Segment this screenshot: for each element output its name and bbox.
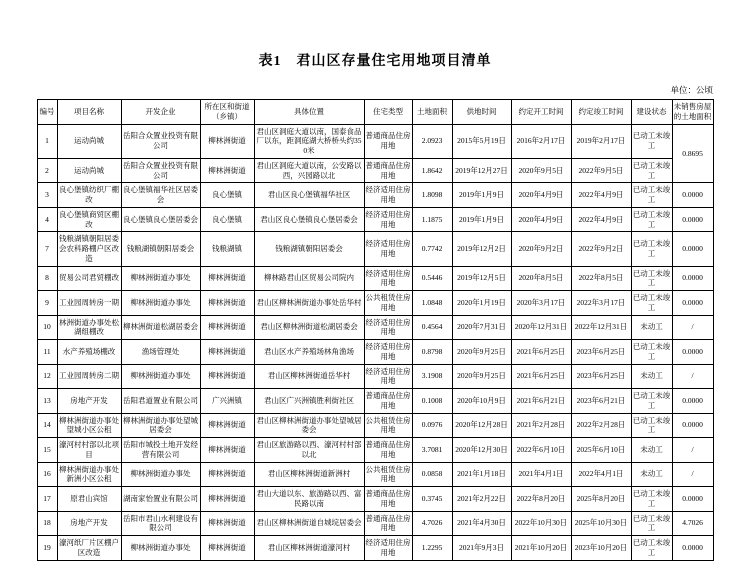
project-name: 良心堡镇纺织厂棚改 (57, 183, 121, 208)
developer: 湖南家怡置业有限公司 (121, 487, 200, 512)
start-date: 2020年8月5日 (511, 266, 571, 291)
unsold-area: 0.0000 (672, 340, 713, 365)
project-name: 房地产开发 (57, 511, 121, 536)
table-row (37, 511, 713, 536)
supply-date: 2020年9月25日 (452, 364, 511, 389)
housing-type: 经济适用住房用地 (364, 183, 412, 208)
finish-date: 2022年3月17日 (571, 291, 631, 316)
housing-type: 公共租赁住房用地 (364, 413, 412, 438)
district-street: 柳林洲街道 (200, 291, 254, 316)
supply-date: 2019年12月27日 (452, 158, 511, 183)
land-area: 0.0858 (412, 462, 452, 487)
finish-date: 2022年9月2日 (571, 232, 631, 266)
supply-date: 2020年12月30日 (452, 438, 511, 463)
housing-type: 普通商品住房用地 (364, 511, 412, 536)
start-date: 2021年10月20日 (511, 536, 571, 561)
housing-type: 经济适用住房用地 (364, 266, 412, 291)
col-header-land-area: 土地面积 (412, 100, 452, 125)
district-street: 柳林洲街道 (200, 536, 254, 561)
developer: 柳林洲街道松湖居委会 (121, 315, 200, 340)
construction-status: 已动工未竣工 (631, 124, 672, 158)
construction-status: 已动工未竣工 (631, 266, 672, 291)
unsold-area: / (672, 462, 713, 487)
location: 君山区柳林洲街道自城垸居委会 (254, 511, 364, 536)
construction-status: 已动工未竣工 (631, 389, 672, 414)
district-street: 良心堡镇 (200, 183, 254, 208)
table-row (37, 315, 713, 340)
table-row (37, 364, 713, 389)
location: 君山区水产养殖场林角渔场 (254, 340, 364, 365)
finish-date: 2022年8月5日 (571, 266, 631, 291)
developer: 柳林洲街道办事处 (121, 266, 200, 291)
project-name: 运动尚城 (57, 158, 121, 183)
start-date: 2020年9月5日 (511, 158, 571, 183)
developer: 岳阳合众置业投资有限公司 (121, 124, 200, 158)
unsold-area: 0.0000 (672, 413, 713, 438)
finish-date: 2025年10月30日 (571, 511, 631, 536)
construction-status: 已动工未竣工 (631, 232, 672, 266)
table-row (37, 438, 713, 463)
developer: 柳林洲街道办事处 (121, 536, 200, 561)
row-number: 10 (37, 315, 57, 340)
developer: 岳阳君道置业有限公司 (121, 389, 200, 414)
land-area: 3.7081 (412, 438, 452, 463)
start-date: 2020年3月17日 (511, 291, 571, 316)
table-row (37, 124, 713, 158)
district-street: 柳林洲街道 (200, 438, 254, 463)
land-area: 0.0976 (412, 413, 452, 438)
construction-status: 未动工 (631, 462, 672, 487)
construction-status: 未动工 (631, 364, 672, 389)
housing-type: 公共租赁住房用地 (364, 291, 412, 316)
land-projects-table (37, 99, 714, 561)
project-name: 运动尚城 (57, 124, 121, 158)
col-header-project-name: 项目名称 (57, 100, 121, 125)
unsold-area: 0.0000 (672, 536, 713, 561)
table-row (37, 536, 713, 561)
housing-type: 经济适用住房用地 (364, 536, 412, 561)
finish-date: 2023年6月25日 (571, 364, 631, 389)
location: 君山大道以东、旅游路以西、富民路以南 (254, 487, 364, 512)
construction-status: 未动工 (631, 315, 672, 340)
supply-date: 2020年1月19日 (452, 291, 511, 316)
start-date: 2021年6月25日 (511, 364, 571, 389)
col-header-unsold-area: 未销售房屋的土地面积 (672, 100, 713, 125)
unsold-area: 0.8695 (672, 124, 713, 183)
col-header-location: 具体位置 (254, 100, 364, 125)
row-number: 9 (37, 291, 57, 316)
housing-type: 普通商品住房用地 (364, 158, 412, 183)
table-row (37, 413, 713, 438)
location: 柳林路君山区贸易公司院内 (254, 266, 364, 291)
supply-date: 2021年2月22日 (452, 487, 511, 512)
developer: 渔场管理处 (121, 340, 200, 365)
start-date: 2022年10月30日 (511, 511, 571, 536)
construction-status: 已动工未竣工 (631, 291, 672, 316)
supply-date: 2019年12月5日 (452, 266, 511, 291)
district-street: 柳林洲街道 (200, 413, 254, 438)
row-number: 7 (37, 232, 57, 266)
col-header-supply-date: 供地时间 (452, 100, 511, 125)
finish-date: 2022年4月9日 (571, 207, 631, 232)
unit-note: 单位：公顷 (670, 85, 713, 95)
row-number: 2 (37, 158, 57, 183)
row-number: 15 (37, 438, 57, 463)
land-area: 4.7026 (412, 511, 452, 536)
project-name: 濠河纸厂片区棚户区改造 (57, 536, 121, 561)
housing-type: 经济适用住房用地 (364, 315, 412, 340)
location: 君山区良心堡镇福华社区 (254, 183, 364, 208)
district-street: 柳林洲街道 (200, 511, 254, 536)
construction-status: 已动工未竣工 (631, 340, 672, 365)
construction-status: 已动工未竣工 (631, 413, 672, 438)
start-date: 2021年6月21日 (511, 389, 571, 414)
land-area: 1.1875 (412, 207, 452, 232)
location: 君山区良心堡镇良心堡居委会 (254, 207, 364, 232)
developer: 良心堡镇福华社区居委会 (121, 183, 200, 208)
housing-type: 普通商品住房用地 (364, 438, 412, 463)
table-row (37, 462, 713, 487)
housing-type: 经济适用住房用地 (364, 364, 412, 389)
location: 君山区柳林洲街道新洲村 (254, 462, 364, 487)
col-header-status: 建设状态 (631, 100, 672, 125)
district-street: 柳林洲街道 (200, 315, 254, 340)
location: 君山区柳林洲街道濠河村 (254, 536, 364, 561)
start-date: 2021年2月28日 (511, 413, 571, 438)
unsold-area: 0.0000 (672, 389, 713, 414)
district-street: 柳林洲街道 (200, 340, 254, 365)
housing-type: 经济适用住房用地 (364, 340, 412, 365)
unsold-area: 4.7026 (672, 511, 713, 536)
construction-status: 已动工未竣工 (631, 207, 672, 232)
land-area: 2.0923 (412, 124, 452, 158)
finish-date: 2022年4月1日 (571, 462, 631, 487)
developer: 岳阳市君山水利建设有限公司 (121, 511, 200, 536)
table-row (37, 389, 713, 414)
unsold-area: / (672, 438, 713, 463)
district-street: 柳林洲街道 (200, 487, 254, 512)
start-date: 2021年6月25日 (511, 340, 571, 365)
finish-date: 2019年2月17日 (571, 124, 631, 158)
finish-date: 2025年6月10日 (571, 438, 631, 463)
supply-date: 2020年9月25日 (452, 340, 511, 365)
district-street: 柳林洲街道 (200, 124, 254, 158)
finish-date: 2023年10月20日 (571, 536, 631, 561)
row-number: 12 (37, 364, 57, 389)
district-street: 柳林洲街道 (200, 266, 254, 291)
developer: 柳林洲街道办事处 (121, 291, 200, 316)
project-name: 工业园周转房一期 (57, 291, 121, 316)
supply-date: 2019年1月9日 (452, 207, 511, 232)
location: 君山区广兴洲镇胜利街社区 (254, 389, 364, 414)
supply-date: 2019年12月2日 (452, 232, 511, 266)
row-number: 3 (37, 183, 57, 208)
construction-status: 已动工未竣工 (631, 158, 672, 183)
project-name: 工业园周转房二期 (57, 364, 121, 389)
land-area: 1.8098 (412, 183, 452, 208)
supply-date: 2021年4月30日 (452, 511, 511, 536)
land-area: 0.1008 (412, 389, 452, 414)
location: 君山区柳林洲街道岳华村 (254, 364, 364, 389)
start-date: 2020年9月2日 (511, 232, 571, 266)
project-name: 水产养殖场棚改 (57, 340, 121, 365)
developer: 柳林洲街道办事处 (121, 364, 200, 389)
project-name: 林洲街道办事处松湖组棚改 (57, 315, 121, 340)
col-header-housing-type: 住宅类型 (364, 100, 412, 125)
col-header-developer: 开发企业 (121, 100, 200, 125)
row-number: 17 (37, 487, 57, 512)
finish-date: 2025年8月20日 (571, 487, 631, 512)
land-area: 1.8642 (412, 158, 452, 183)
district-street: 柳林洲街道 (200, 364, 254, 389)
unsold-area: 0.0000 (672, 266, 713, 291)
construction-status: 已动工未竣工 (631, 536, 672, 561)
start-date: 2020年12月31日 (511, 315, 571, 340)
col-header-start-date: 约定开工时间 (511, 100, 571, 125)
unsold-area: / (672, 315, 713, 340)
start-date: 2016年2月17日 (511, 124, 571, 158)
land-area: 0.5446 (412, 266, 452, 291)
col-header-finish-date: 约定竣工时间 (571, 100, 631, 125)
project-name: 原君山宾馆 (57, 487, 121, 512)
developer: 良心堡镇良心堡居委会 (121, 207, 200, 232)
row-number: 14 (37, 413, 57, 438)
land-area: 0.4564 (412, 315, 452, 340)
table-row (37, 183, 713, 208)
district-street: 良心堡镇 (200, 207, 254, 232)
table-row (37, 207, 713, 232)
col-header-id: 编号 (37, 100, 57, 125)
row-number: 16 (37, 462, 57, 487)
row-number: 11 (37, 340, 57, 365)
location: 君山区柳林洲街道办事处岳华村 (254, 291, 364, 316)
table-row (37, 232, 713, 266)
project-name: 房地产开发 (57, 389, 121, 414)
start-date: 2022年8月20日 (511, 487, 571, 512)
table-row (37, 158, 713, 183)
row-number: 18 (37, 511, 57, 536)
table-row (37, 266, 713, 291)
table-body (37, 124, 713, 560)
construction-status: 已动工未竣工 (631, 487, 672, 512)
supply-date: 2015年5月19日 (452, 124, 511, 158)
finish-date: 2022年4月9日 (571, 183, 631, 208)
unsold-area: / (672, 364, 713, 389)
supply-date: 2019年1月9日 (452, 183, 511, 208)
housing-type: 普通商品住房用地 (364, 124, 412, 158)
housing-type: 普通商品住房用地 (364, 389, 412, 414)
finish-date: 2023年6月25日 (571, 340, 631, 365)
table-row (37, 340, 713, 365)
row-number: 8 (37, 266, 57, 291)
table-header-row (37, 100, 713, 125)
start-date: 2020年4月9日 (511, 207, 571, 232)
project-name: 濠河村村部以北项目 (57, 438, 121, 463)
location: 钱粮湖镇朝阳居委会 (254, 232, 364, 266)
start-date: 2020年4月9日 (511, 183, 571, 208)
row-number: 19 (37, 536, 57, 561)
start-date: 2022年6月10日 (511, 438, 571, 463)
location: 君山区柳林洲街道松湖居委会 (254, 315, 364, 340)
land-area: 0.7742 (412, 232, 452, 266)
finish-date: 2022年9月5日 (571, 158, 631, 183)
land-area: 0.3745 (412, 487, 452, 512)
district-street: 柳林洲街道 (200, 158, 254, 183)
project-name: 贸易公司君贸棚改 (57, 266, 121, 291)
land-area: 1.2295 (412, 536, 452, 561)
district-street: 广兴洲镇 (200, 389, 254, 414)
district-street: 柳林洲街道 (200, 462, 254, 487)
housing-type: 普通商品住房用地 (364, 487, 412, 512)
table-row (37, 487, 713, 512)
unsold-area: 0.0000 (672, 291, 713, 316)
page-title: 表1 君山区存量住宅用地项目清单 (258, 54, 492, 69)
project-name: 柳林洲街道办事处新洲小区公租 (57, 462, 121, 487)
start-date: 2021年4月1日 (511, 462, 571, 487)
project-name: 钱粮湖镇朝阳居委会农科路棚户区改造 (57, 232, 121, 266)
supply-date: 2021年1月18日 (452, 462, 511, 487)
housing-type: 经济适用住房用地 (364, 232, 412, 266)
unsold-area: 0.0000 (672, 232, 713, 266)
developer: 钱粮湖镇朝阳居委会 (121, 232, 200, 266)
location: 君山区洞庭大道以南，国泰食品厂以东，距洞庭湖大桥桥头约350米 (254, 124, 364, 158)
unsold-area: 0.0000 (672, 487, 713, 512)
developer: 岳阳市城投土地开发经营有限公司 (121, 438, 200, 463)
developer: 柳林洲街道办事处望城居委会 (121, 413, 200, 438)
row-number: 1 (37, 124, 57, 158)
land-area: 1.0848 (412, 291, 452, 316)
finish-date: 2023年6月21日 (571, 389, 631, 414)
supply-date: 2020年10月9日 (452, 389, 511, 414)
developer: 柳林洲街道办事处 (121, 462, 200, 487)
unsold-area: 0.0000 (672, 183, 713, 208)
land-area: 3.1908 (412, 364, 452, 389)
table-row (37, 291, 713, 316)
district-street: 钱粮湖镇 (200, 232, 254, 266)
finish-date: 2022年2月28日 (571, 413, 631, 438)
housing-type: 经济适用住房用地 (364, 207, 412, 232)
project-name: 柳林洲街道办事处望城小区公租 (57, 413, 121, 438)
row-number: 13 (37, 389, 57, 414)
supply-date: 2021年9月3日 (452, 536, 511, 561)
project-name: 良心堡镇商贸区棚改 (57, 207, 121, 232)
location: 君山区旅游路以西、濠河村村部以北 (254, 438, 364, 463)
construction-status: 已动工未竣工 (631, 511, 672, 536)
land-area: 0.8798 (412, 340, 452, 365)
construction-status: 已动工未竣工 (631, 183, 672, 208)
col-header-district: 所在区和街道（乡镇） (200, 100, 254, 125)
unsold-area: 0.0000 (672, 207, 713, 232)
row-number: 4 (37, 207, 57, 232)
supply-date: 2020年7月31日 (452, 315, 511, 340)
location: 君山区柳林洲街道办事处望城居委会 (254, 413, 364, 438)
finish-date: 2022年12月31日 (571, 315, 631, 340)
developer: 岳阳合众置业投资有限公司 (121, 158, 200, 183)
location: 君山区洞庭大道以南，公安路以西，兴园路以北 (254, 158, 364, 183)
housing-type: 公共租赁住房用地 (364, 462, 412, 487)
supply-date: 2020年12月28日 (452, 413, 511, 438)
construction-status: 未动工 (631, 438, 672, 463)
